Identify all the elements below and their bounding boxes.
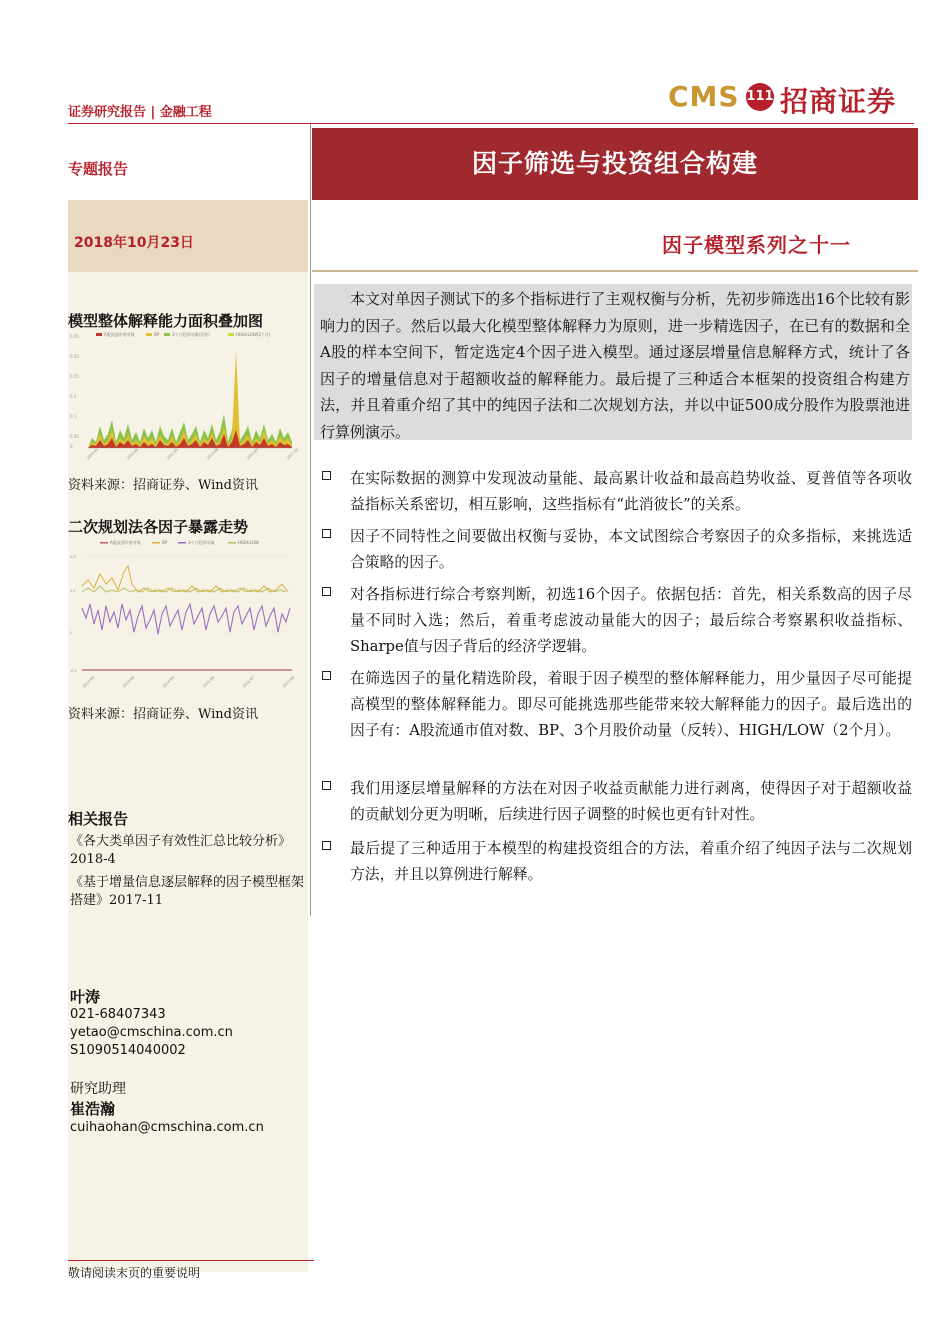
bullet-text: 因子不同特性之间要做出权衡与妥协，本文试图综合考察因子的众多指标，来挑选适合策略的因子。 xyxy=(350,528,912,571)
svg-text:0.4: 0.4 xyxy=(70,589,76,593)
logo-cn-text: 招商证券 xyxy=(780,85,897,118)
svg-text:0.2: 0.2 xyxy=(70,394,77,399)
bullet-text: 在筛选因子的量化精选阶段，着眼于因子模型的整体解释能力，用少量因子尽可能提高模型的整体解释能力。即尽可能挑选那些能带来较大解释能力的因子。最后选出的因子有：A股流通市值对数、BP、3个月股价动量（反转）、HIGH/LOW（2个月）。 xyxy=(350,670,912,739)
factor-exposure-line-chart xyxy=(68,536,304,700)
series-subtitle: 因子模型系列之十一 xyxy=(662,233,851,257)
cms-logo xyxy=(668,80,916,120)
svg-text:0.1: 0.1 xyxy=(70,414,77,419)
footer-note: 敬请阅读末页的重要说明 xyxy=(68,1266,201,1280)
bullet-item xyxy=(322,524,912,576)
svg-text:-0.4: -0.4 xyxy=(70,669,77,673)
svg-text:BP: BP xyxy=(162,540,168,545)
svg-text:2017-10: 2017-10 xyxy=(285,447,300,461)
assistant-name: 崔浩瀚 xyxy=(70,1100,116,1118)
svg-text:HIGH/LOW(2个月): HIGH/LOW(2个月) xyxy=(236,332,271,337)
author-cert: S1090514040002 xyxy=(70,1043,186,1058)
bullet-item xyxy=(322,466,912,518)
svg-text:0.25: 0.25 xyxy=(70,374,79,379)
chart2-source: 资料来源：招商证券、Wind资讯 xyxy=(68,707,258,722)
svg-text:0.45: 0.45 xyxy=(70,334,79,339)
abstract-text: 本文对单因子测试下的多个指标进行了主观权衡与分析，先初步筛选出16个比较有影响力的因子。然后以最大化模型整体解释力为原则，进一步精选因子，在已有的数据和全A股的样本空间下，暂定选定4个因子进入模型。通过逐层增量信息解释方式，统计了各因子的增量信息对于超额收益的解释能力。最后提了三种适合本框架的投资组合构建方法，并且着重介绍了其中的纯因子法和二次规划方法，并以中证500成分股作为股票池进行算例演示。 xyxy=(320,290,910,441)
author-email[interactable]: yetao@cmschina.com.cn xyxy=(70,1025,233,1040)
svg-text:2017-08: 2017-08 xyxy=(281,675,296,689)
checkbox-icon xyxy=(322,471,331,480)
svg-text:A股流通市值对数: A股流通市值对数 xyxy=(104,332,135,337)
report-date: 2018年10月23日 xyxy=(74,235,194,251)
svg-text:2013-08: 2013-08 xyxy=(205,447,220,461)
svg-text:2012-03: 2012-03 xyxy=(81,675,96,689)
bullet-text: 对各指标进行综合考察判断，初选16个因子。依据包括：首先，相关系数高的因子尽量不同时入选；然后，着重考虑波动量能大的因子；最后综合考察累积收益指标、Sharpe值与因子背后的经济学逻辑。 xyxy=(350,586,912,655)
svg-text:2016-07: 2016-07 xyxy=(241,675,256,689)
report-category: 证券研究报告 | 金融工程 xyxy=(68,105,212,120)
logo-mark-icon: 111 xyxy=(746,83,774,111)
svg-text:0.8: 0.8 xyxy=(70,555,76,559)
report-type: 专题报告 xyxy=(68,160,129,178)
footer-divider xyxy=(68,1260,314,1261)
svg-text:3个月股价动量: 3个月股价动量 xyxy=(188,540,215,545)
bullet-text: 最后提了三种适用于本模型的构建投资组合的方法，着重介绍了纯因子法与二次规划方法，并且以算例进行解释。 xyxy=(350,840,912,883)
svg-text:2015-03: 2015-03 xyxy=(245,447,260,461)
svg-text:A股流通市值对数: A股流通市值对数 xyxy=(110,540,141,545)
checkbox-icon xyxy=(322,781,331,790)
svg-text:3个月股价动量(反转): 3个月股价动量(反转) xyxy=(172,332,210,337)
checkbox-icon xyxy=(322,841,331,850)
bullet-item xyxy=(322,666,912,744)
bullet-text: 我们用逐层增量解释的方法在对因子收益贡献能力进行剥离，使得因子对于超额收益的贡献划分更为明晰，后续进行因子调整的时候也更有针对性。 xyxy=(350,780,912,823)
checkbox-icon xyxy=(322,529,331,538)
chart2-title: 二次规划法各因子暴露走势 xyxy=(68,518,249,536)
svg-text:0.05: 0.05 xyxy=(70,434,79,439)
checkbox-icon xyxy=(322,587,331,596)
checkbox-icon xyxy=(322,671,331,680)
svg-text:HIGH/LOW: HIGH/LOW xyxy=(238,540,259,545)
assistant-email[interactable]: cuihaohan@cmschina.com.cn xyxy=(70,1120,264,1135)
svg-text:2014-05: 2014-05 xyxy=(161,675,176,689)
svg-text:2015-06: 2015-06 xyxy=(201,675,216,689)
column-divider xyxy=(310,124,311,916)
svg-text:2013-04: 2013-04 xyxy=(121,675,136,689)
svg-text:2010-06: 2010-06 xyxy=(125,447,140,461)
svg-text:2012-01: 2012-01 xyxy=(165,447,180,461)
assistant-label: 研究助理 xyxy=(70,1081,126,1097)
page-title: 因子筛选与投资组合构建 xyxy=(471,149,758,178)
logo-cms-text: CMS xyxy=(668,80,740,113)
explanatory-power-area-chart xyxy=(68,330,304,470)
bullet-text: 在实际数据的测算中发现波动量能、最高累计收益和最高趋势收益、夏普值等各项收益指标关系密切，相互影响，这些指标有“此消彼长”的关系。 xyxy=(350,470,912,513)
svg-text:0: 0 xyxy=(70,631,73,635)
author-phone: 021-68407343 xyxy=(70,1007,166,1022)
related-reports-title: 相关报告 xyxy=(68,810,129,828)
header-divider xyxy=(68,123,914,124)
bullet-item xyxy=(322,582,912,660)
svg-text:0.35: 0.35 xyxy=(70,354,79,359)
svg-text:2009-01: 2009-01 xyxy=(85,447,100,461)
svg-text:BP: BP xyxy=(154,332,160,337)
bullet-item xyxy=(322,836,912,888)
subtitle-divider xyxy=(312,270,918,272)
bullet-item xyxy=(322,776,912,828)
related-report-link[interactable]: 《各大类单因子有效性汇总比较分析》2018-4 xyxy=(70,834,292,867)
related-report-link[interactable]: 《基于增量信息逐层解释的因子模型框架搭建》2017-11 xyxy=(70,875,305,908)
chart1-title: 模型整体解释能力面积叠加图 xyxy=(68,312,264,330)
svg-text:0: 0 xyxy=(70,444,73,449)
chart1-source: 资料来源：招商证券、Wind资讯 xyxy=(68,478,258,493)
author-name: 叶涛 xyxy=(70,988,101,1006)
